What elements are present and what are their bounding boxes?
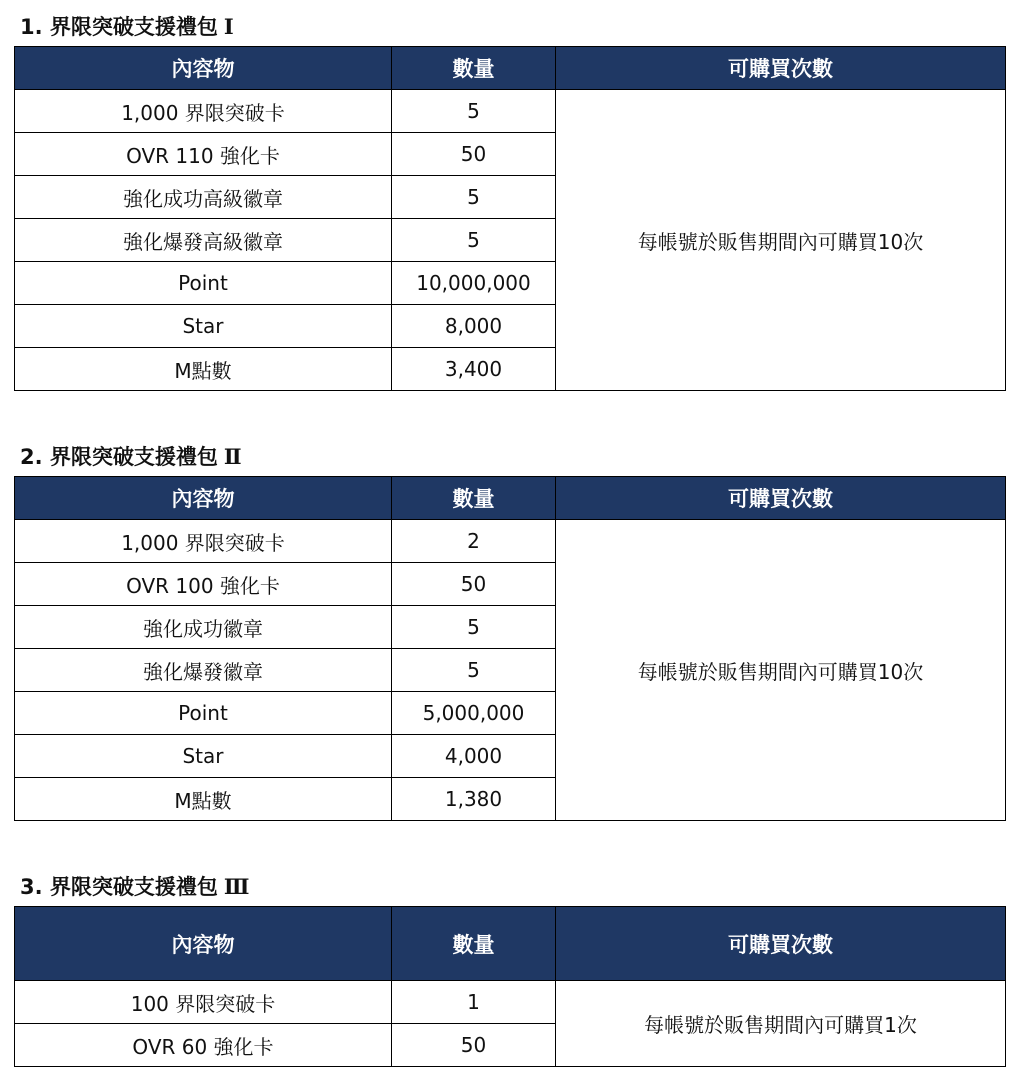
- item-cell: 強化爆發徽章: [15, 649, 392, 692]
- table-header-row: [15, 47, 1006, 90]
- table-header-row: [15, 907, 1006, 981]
- item-cell: 強化爆發高級徽章: [15, 219, 392, 262]
- column-header-item: 內容物: [15, 907, 392, 981]
- item-cell: M點數: [15, 778, 392, 821]
- pack-2-table: [14, 476, 1006, 821]
- item-cell: 1,000 界限突破卡: [15, 90, 392, 133]
- qty-cell: 1,380: [392, 778, 556, 821]
- pack-1-title: [20, 12, 234, 42]
- pack-1-title-roman: Ⅰ: [223, 14, 234, 39]
- pack-2-title-text: 2. 界限突破支援禮包: [20, 445, 218, 469]
- qty-cell: 5: [392, 606, 556, 649]
- item-cell: 強化成功徽章: [15, 606, 392, 649]
- qty-cell: 5: [392, 219, 556, 262]
- pack-3-table: [14, 906, 1006, 1067]
- item-cell: OVR 60 強化卡: [15, 1024, 392, 1067]
- pack-2-title-roman: Ⅱ: [223, 444, 242, 469]
- qty-cell: 50: [392, 1024, 556, 1067]
- item-cell: 強化成功高級徽章: [15, 176, 392, 219]
- pack-2-title: [20, 442, 242, 472]
- purchase-limit-cell: 每帳號於販售期間內可購買1次: [556, 981, 1006, 1067]
- qty-cell: 5: [392, 649, 556, 692]
- pack-1-table: [14, 46, 1006, 391]
- table-row: [15, 981, 1006, 1024]
- column-header-qty: 數量: [392, 907, 556, 981]
- column-header-item: 內容物: [15, 477, 392, 520]
- table-header-row: [15, 477, 1006, 520]
- purchase-limit-cell: 每帳號於販售期間內可購買10次: [556, 520, 1006, 821]
- qty-cell: 1: [392, 981, 556, 1024]
- pack-3-title: [20, 872, 249, 902]
- column-header-item: 內容物: [15, 47, 392, 90]
- column-header-limit: 可購買次數: [556, 477, 1006, 520]
- table-row: [15, 520, 1006, 563]
- qty-cell: 4,000: [392, 735, 556, 778]
- item-cell: Point: [15, 262, 392, 305]
- qty-cell: 5,000,000: [392, 692, 556, 735]
- column-header-limit: 可購買次數: [556, 907, 1006, 981]
- qty-cell: 5: [392, 176, 556, 219]
- item-cell: 100 界限突破卡: [15, 981, 392, 1024]
- item-cell: M點數: [15, 348, 392, 391]
- item-cell: Star: [15, 735, 392, 778]
- qty-cell: 2: [392, 520, 556, 563]
- item-cell: OVR 110 強化卡: [15, 133, 392, 176]
- qty-cell: 50: [392, 133, 556, 176]
- table-row: [15, 90, 1006, 133]
- item-cell: Star: [15, 305, 392, 348]
- column-header-qty: 數量: [392, 477, 556, 520]
- purchase-limit-cell: 每帳號於販售期間內可購買10次: [556, 90, 1006, 391]
- item-cell: OVR 100 強化卡: [15, 563, 392, 606]
- qty-cell: 3,400: [392, 348, 556, 391]
- pack-1-title-text: 1. 界限突破支援禮包: [20, 15, 218, 39]
- pack-3-title-text: 3. 界限突破支援禮包: [20, 875, 218, 899]
- qty-cell: 50: [392, 563, 556, 606]
- qty-cell: 8,000: [392, 305, 556, 348]
- qty-cell: 10,000,000: [392, 262, 556, 305]
- column-header-limit: 可購買次數: [556, 47, 1006, 90]
- column-header-qty: 數量: [392, 47, 556, 90]
- pack-3-title-roman: Ⅲ: [223, 874, 250, 899]
- qty-cell: 5: [392, 90, 556, 133]
- item-cell: Point: [15, 692, 392, 735]
- item-cell: 1,000 界限突破卡: [15, 520, 392, 563]
